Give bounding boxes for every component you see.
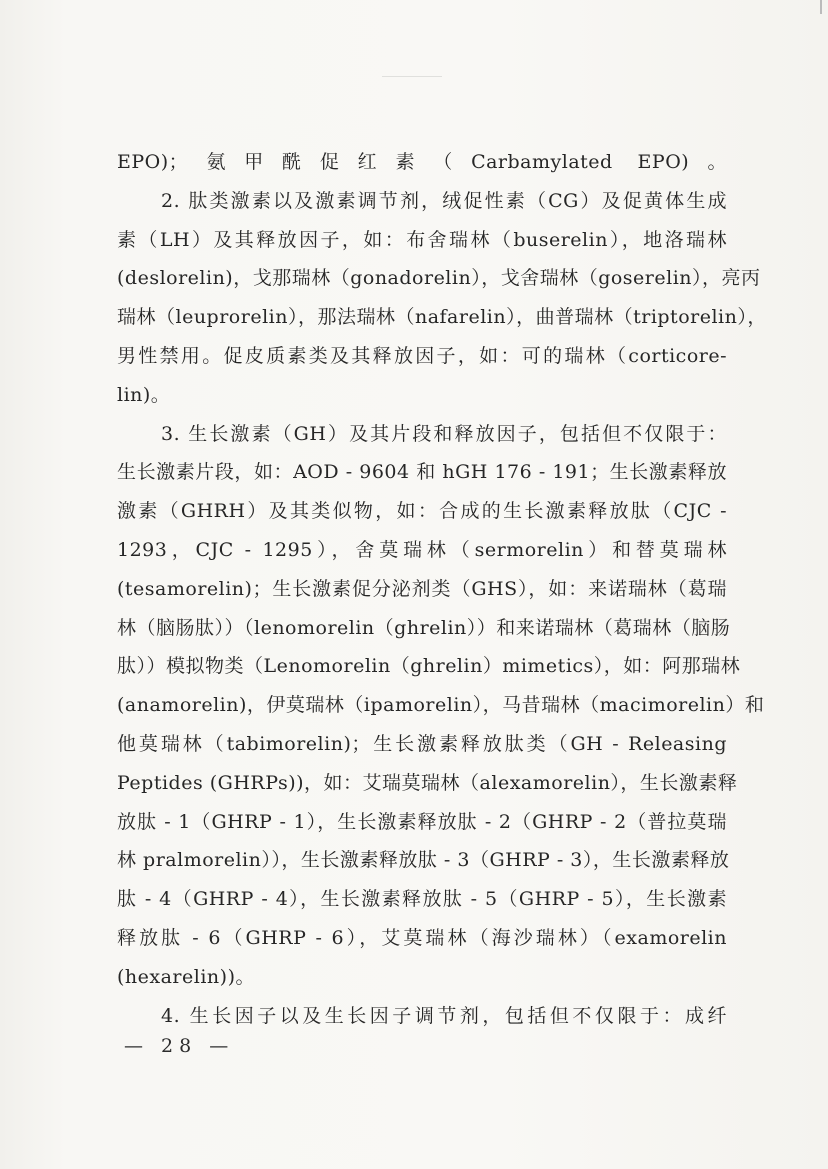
corner-mark (820, 0, 822, 14)
text-line-13: 林（脑肠肽））（lenomorelin（ghrelin））和来诺瑞林（葛瑞林（脑肠 (117, 616, 731, 639)
text-line-8: 3. 生长激素（GH）及其片段和释放因子，包括但不仅限于： (161, 422, 727, 445)
text-line-20: 肽 - 4（GHRP - 4），生长激素释放肽 - 5（GHRP - 5），生长激素 (117, 888, 727, 911)
text-line-22: (hexarelin))。 (117, 965, 255, 988)
text-line-6: 男性禁用。促皮质素类及其释放因子，如：可的瑞林（corticore- (117, 344, 727, 367)
text-line-3: 素（LH）及其释放因子，如：布舍瑞林（buserelin），地洛瑞林 (117, 228, 727, 251)
text-line-1: EPO)；氨甲酰促红素（Carbamylated EPO)。 (117, 151, 727, 173)
text-line-7: lin)。 (117, 383, 171, 406)
header-mark (382, 64, 442, 77)
text-line-23: 4. 生长因子以及生长因子调节剂，包括但不仅限于：成纤 (161, 1004, 727, 1027)
text-line-5: 瑞林（leuprorelin），那法瑞林（nafarelin），曲普瑞林（triptorelin）， (117, 306, 767, 329)
page-number: — 28 — (124, 1035, 235, 1057)
text-line-9: 生长激素片段，如：AOD - 9604 和 hGH 176 - 191；生长激素释放 (117, 461, 727, 484)
text-line-10: 激素（GHRH）及其类似物，如：合成的生长激素释放肽（CJC - (117, 500, 727, 523)
body-text (117, 143, 767, 1035)
text-line-2: 2. 肽类激素以及激素调节剂，绒促性素（CG）及促黄体生成 (161, 189, 727, 212)
text-line-21: 释放肽 - 6（GHRP - 6），艾莫瑞林（海沙瑞林）（examorelin (117, 926, 727, 949)
text-line-19: 林 pralmorelin）），生长激素释放肽 - 3（GHRP - 3），生长激素释放 (117, 849, 730, 872)
text-line-15: (anamorelin)，伊莫瑞林（ipamorelin），马昔瑞林（macimorelin）和 (117, 694, 765, 717)
text-line-17: Peptides (GHRPs))，如：艾瑞莫瑞林（alexamorelin），生长激素释 (117, 771, 738, 794)
text-line-4: (deslorelin)，戈那瑞林（gonadorelin），戈舍瑞林（goserelin），亮丙 (117, 267, 761, 290)
text-line-14: 肽））模拟物类（Lenomorelin（ghrelin）mimetics），如：阿那瑞林 (117, 655, 741, 678)
text-line-16: 他莫瑞林（tabimorelin)；生长激素释放肽类（GH - Releasing (117, 732, 727, 755)
text-line-18: 放肽 - 1（GHRP - 1），生长激素释放肽 - 2（GHRP - 2（普拉莫瑞 (117, 810, 727, 833)
text-line-12: (tesamorelin)；生长激素促分泌剂类（GHS），如：来诺瑞林（葛瑞 (117, 577, 727, 600)
text-line-11: 1293，CJC - 1295），舍莫瑞林（sermorelin）和替莫瑞林 (117, 538, 727, 561)
